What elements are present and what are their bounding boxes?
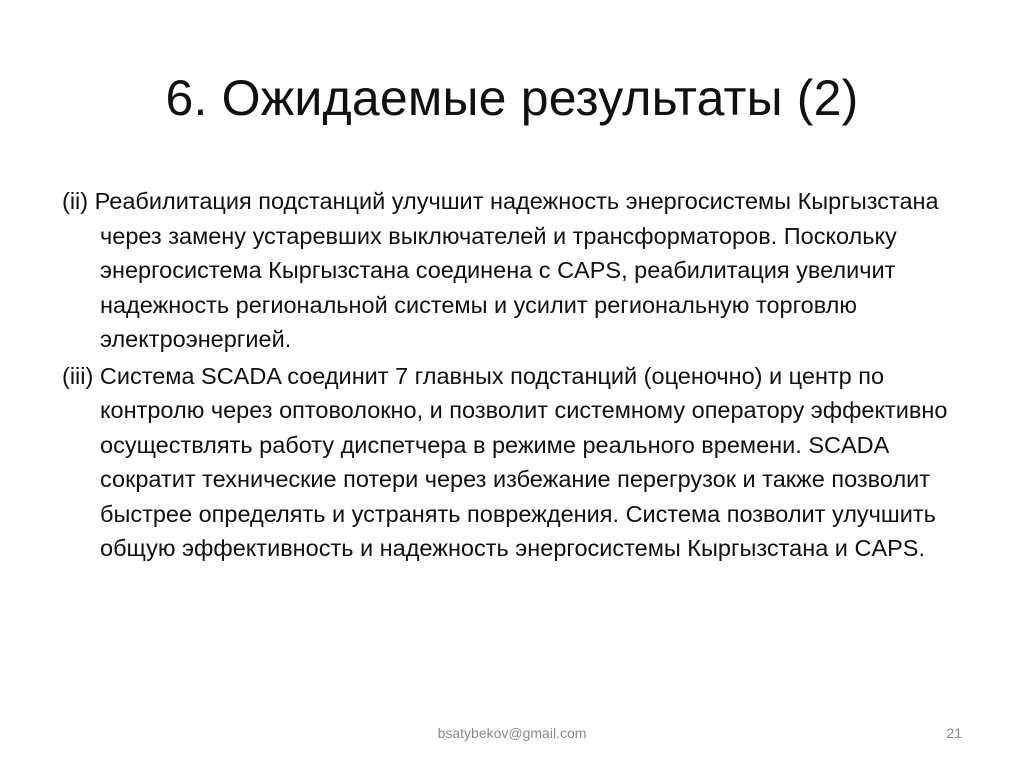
footer-email: bsatybekov@gmail.com	[437, 725, 587, 741]
result-item-iii: (iii) Система SCADA соединит 7 главных подстанций (оценочно) и центр по контролю через оптоволокно, и позволит системному оператору эффективно осуществлять работу диспетчера в режиме реального времени. SCADA сократит технические потери через избежание перегрузок и также позволит быстрее определять и устранять повреждения. Система позволит улучшить общую эффективность и надежность энергосистемы Кыргызстана и CAPS.	[62, 362, 948, 561]
slide-title: 6. Ожидаемые результаты (2)	[165, 70, 859, 126]
slide-body	[62, 184, 982, 568]
page-number: 21	[946, 725, 962, 741]
result-item-ii: (ii) Реабилитация подстанций улучшит надежность энергосистемы Кыргызстана через замену устаревших выключателей и трансформаторов. Поскольку энергосистема Кыргызстана соединена с CAPS, реабилитация увеличит надежность региональной системы и усилит региональную торговлю электроэнергией.	[62, 188, 939, 352]
